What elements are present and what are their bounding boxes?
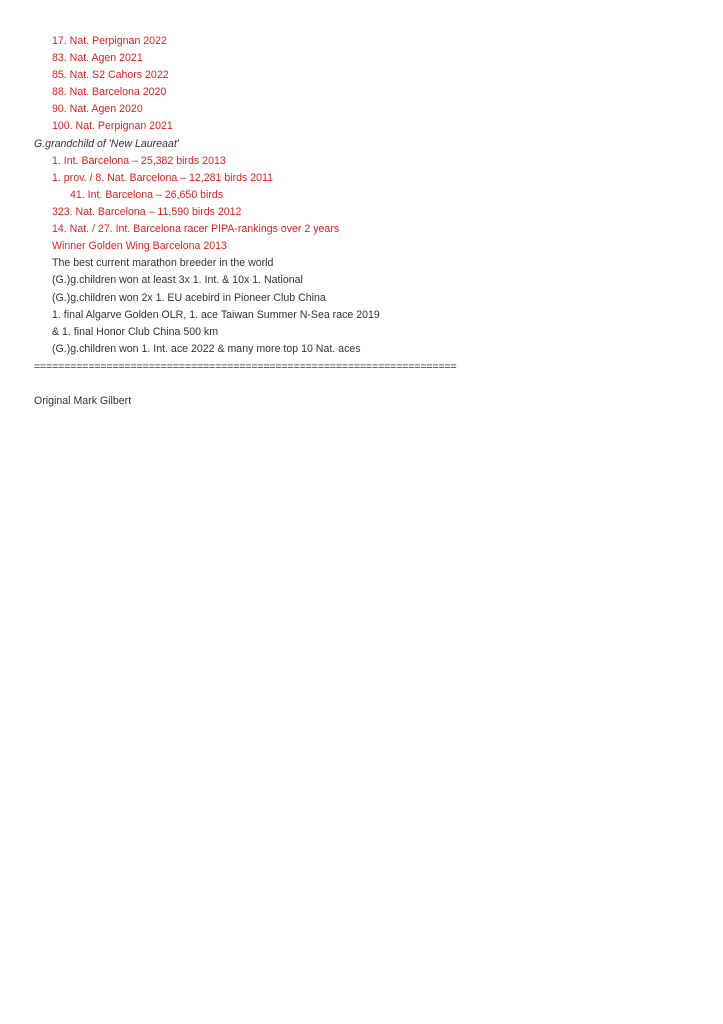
result-line: 41. Int. Barcelona – 26,650 birds	[70, 189, 224, 201]
footer-credit: Original Mark Gilbert	[34, 395, 132, 407]
description-line: The best current marathon breeder in the world	[52, 257, 274, 269]
description-line: (G.)g.children won 1. Int. ace 2022 & many more top 10 Nat. aces	[52, 343, 361, 355]
result-line: 88. Nat. Barcelona 2020	[52, 86, 167, 98]
result-line: 323. Nat. Barcelona – 11,590 birds 2012	[52, 206, 242, 218]
section-heading: G.grandchild of 'New Laureaat'	[34, 138, 179, 150]
result-line: 100. Nat. Perpignan 2021	[52, 120, 173, 132]
result-line: 1. prov. / 8. Nat. Barcelona – 12,281 birds 2011	[52, 172, 274, 184]
result-line: 83. Nat. Agen 2021	[52, 52, 143, 64]
result-line: 17. Nat. Perpignan 2022	[52, 35, 167, 47]
result-line: Winner Golden Wing Barcelona 2013	[52, 240, 227, 252]
result-line: 85. Nat. S2 Cahors 2022	[52, 69, 169, 81]
result-line: 1. Int. Barcelona – 25,382 birds 2013	[52, 155, 226, 167]
result-line: 14. Nat. / 27. Int. Barcelona racer PIPA-rankings over 2 years	[52, 223, 340, 235]
description-line: & 1. final Honor Club China 500 km	[52, 326, 219, 338]
separator-line: ======================================================================	[34, 361, 457, 373]
description-line: (G.)g.children won 2x 1. EU acebird in Pioneer Club China	[52, 292, 326, 304]
description-line: (G.)g.children won at least 3x 1. Int. & 10x 1. National	[52, 274, 303, 286]
result-line: 90. Nat. Agen 2020	[52, 103, 143, 115]
description-line: 1. final Algarve Golden OLR, 1. ace Taiwan Summer N-Sea race 2019	[52, 309, 380, 321]
